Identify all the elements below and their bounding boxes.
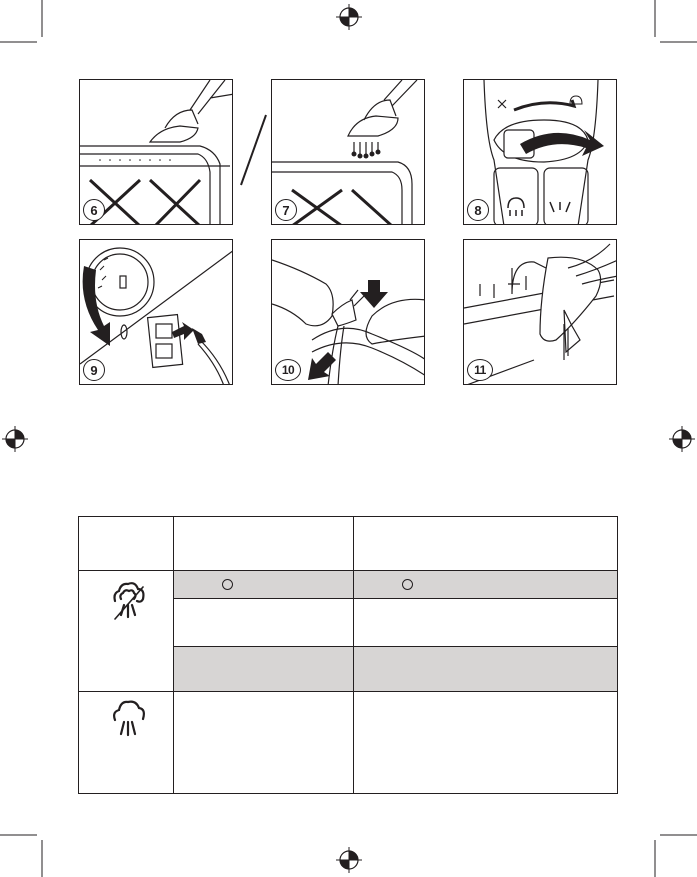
setting-cell <box>174 692 354 794</box>
divider-slash <box>236 110 276 190</box>
setting-cell <box>354 647 618 692</box>
step-number-badge: 9 <box>83 359 105 381</box>
step-8-panel <box>463 79 617 225</box>
dial-mark-icon <box>222 579 233 590</box>
step-number-badge: 11 <box>467 359 493 381</box>
registration-mark-bottom <box>334 845 364 875</box>
table-header-cell <box>79 517 174 571</box>
setting-cell <box>174 571 354 599</box>
dial-mark-icon <box>402 579 413 590</box>
table-header-cell <box>354 517 618 571</box>
step-number-badge: 7 <box>275 199 297 221</box>
step-6-panel <box>79 79 233 225</box>
step-number-badge: 10 <box>275 359 301 381</box>
setting-cell <box>354 692 618 794</box>
setting-cell <box>174 647 354 692</box>
step-7-panel <box>271 79 425 225</box>
table-header-cell <box>174 517 354 571</box>
table-header-row <box>79 517 618 571</box>
registration-mark-top <box>334 2 364 32</box>
step-11-panel <box>463 239 617 385</box>
no-steam-cell <box>79 571 174 692</box>
step-number-badge: 6 <box>83 199 105 221</box>
registration-mark-left <box>0 424 30 454</box>
settings-table <box>78 516 618 794</box>
steam-icon <box>79 692 174 742</box>
table-row <box>79 692 618 794</box>
registration-mark-right <box>667 424 697 454</box>
step-number-badge: 8 <box>467 199 489 221</box>
step-9-panel <box>79 239 233 385</box>
table-row <box>79 571 618 599</box>
setting-cell <box>354 571 618 599</box>
setting-cell <box>174 599 354 647</box>
step-10-panel <box>271 239 425 385</box>
no-steam-icon <box>79 571 174 631</box>
setting-cell <box>354 599 618 647</box>
steam-cell <box>79 692 174 794</box>
